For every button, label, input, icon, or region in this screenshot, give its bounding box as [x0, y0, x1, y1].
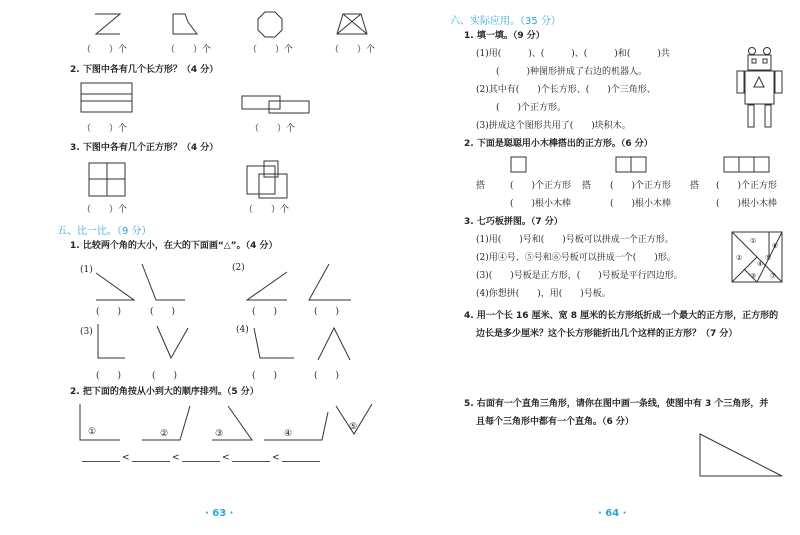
r-q3-line1: (1)用( )号和( )号板可以拼成一个正方形。: [476, 235, 674, 245]
lt-sign-1: <: [122, 453, 130, 463]
sq-dap-2: 搭: [582, 181, 592, 191]
angle-2a: [245, 270, 291, 304]
compare-blank-1b: ( ): [150, 307, 176, 317]
right-triangle-figure: [696, 430, 786, 480]
section-6-heading: 六、实际应用。（35 分）: [450, 16, 561, 27]
q3-blank-1: （ ）个: [82, 205, 128, 215]
q2-title: 2. 下图中各有几个长方形？（4 分）: [70, 65, 219, 75]
r-q4-line2: 边长是多少厘米？这个长方形能折出几个这样的正方形？（7 分）: [476, 329, 738, 339]
order-angles: [76, 402, 376, 444]
lt-sign-3: <: [222, 453, 230, 463]
compare-blank-4b: ( ): [314, 371, 340, 381]
rectangle-figure-1: [80, 82, 134, 114]
r-q1-line3: (3)拼成这个图形共用了( )块积木。: [476, 121, 631, 131]
compare-label-3: (3): [80, 327, 93, 337]
tangram-label-7: ⑦: [770, 272, 777, 280]
z-line-shape: [93, 12, 123, 36]
r-q3-line2: (2)用④号、⑤号和⑥号板可以拼成一个( )形。: [476, 253, 676, 263]
tangram-label-6: ⑥: [772, 242, 779, 250]
r-q5-line1: 5. 右面有一个直角三角形，请你在图中画一条线，使图中有 3 个三角形，并: [464, 399, 769, 409]
compare-blank-2a: ( ): [252, 307, 278, 317]
stick-squares-3: [723, 156, 773, 176]
sq-count-1: ( )个正方形: [510, 181, 572, 191]
r-q1-line1b: ( )种图形拼成了右边的机器人。: [496, 67, 648, 77]
stick-count-3: ( )根小木棒: [716, 199, 778, 209]
stick-squares-2: [615, 156, 649, 176]
section-5-heading: 五、比一比。（9 分）: [57, 226, 152, 237]
sq-dap-3: 搭: [690, 181, 700, 191]
tangram-label-1: ①: [750, 237, 757, 245]
r-q1-line2b: ( )个正方形。: [496, 103, 567, 113]
compare-blank-4a: ( ): [252, 371, 278, 381]
compare-title: 1. 比较两个角的大小，在大的下面画“△”。（4 分）: [70, 241, 278, 251]
r-q3-title: 3. 七巧板拼图。（7 分）: [464, 217, 563, 227]
r-q3-line3: (3)( )号板是正方形，( )号板是平行四边形。: [476, 271, 683, 281]
compare-label-2: (2): [232, 263, 245, 273]
angle-1a: [94, 270, 138, 304]
shape-count-blank-2: （ ）个: [166, 45, 212, 55]
q2-blank-1: （ ）个: [82, 124, 128, 134]
order-answer-line-2[interactable]: [132, 461, 170, 462]
tangram-label-2: ②: [736, 254, 743, 262]
r-q1-line1a: (1)用( )、( )、( )和( )共: [476, 49, 670, 59]
compare-label-1: (1): [80, 265, 93, 275]
q3-blank-2: （ ）个: [244, 205, 290, 215]
stick-count-2: ( )根小木棒: [610, 199, 672, 209]
compare-blank-1a: ( ): [96, 307, 122, 317]
compare-blank-2b: ( ): [314, 307, 340, 317]
angle-4a: [250, 326, 296, 362]
angle-3b: [155, 324, 191, 362]
order-angle-label-1: ①: [88, 427, 97, 437]
right-page: [400, 0, 800, 535]
square-figure-1: [88, 162, 128, 198]
shape-count-blank-1: （ ）个: [82, 45, 128, 55]
lt-sign-2: <: [172, 453, 180, 463]
shape-count-blank-4: （ ）个: [330, 45, 376, 55]
sq-dap-1: 搭: [476, 181, 486, 191]
tangram-label-5: ⑤: [765, 254, 772, 262]
r-q4-line1: 4. 用一个长 16 厘米、宽 8 厘米的长方形纸折成一个最大的正方形，正方形的: [464, 311, 779, 321]
compare-blank-3b: ( ): [152, 371, 178, 381]
order-angle-label-4: ④: [284, 429, 293, 439]
r-q1-title: 1. 填一填。（9 分）: [464, 31, 545, 41]
lt-sign-4: <: [272, 453, 280, 463]
stick-count-1: ( )根小木棒: [510, 199, 572, 209]
sq-count-3: ( )个正方形: [716, 181, 778, 191]
order-answer-line-4[interactable]: [232, 461, 270, 462]
order-title: 2. 把下面的角按从小到大的顺序排列。（5 分）: [70, 387, 259, 397]
compare-label-4: (4): [236, 325, 249, 335]
angle-1b: [140, 262, 188, 304]
angle-3a: [95, 322, 129, 362]
r-q2-title: 2. 下面是聪聪用小木棒搭出的正方形。（6 分）: [464, 139, 653, 149]
order-angle-label-5: ⑤: [349, 422, 358, 432]
tangram-label-3: ③: [750, 272, 757, 280]
r-q3-line4: (4)你想拼( )，用( )号板。: [476, 289, 611, 299]
r-q5-line2: 且每个三角形中都有一个直角。（6 分）: [476, 417, 634, 427]
square-figure-2: [246, 160, 292, 202]
notched-shape: [170, 12, 200, 36]
order-answer-line-5[interactable]: [282, 461, 320, 462]
compare-blank-3a: ( ): [96, 371, 122, 381]
order-angle-label-3: ③: [215, 429, 224, 439]
page-number-64: · 64 ·: [598, 508, 627, 519]
angle-4b: [316, 326, 352, 362]
r-q1-line2a: (2)其中有( )个长方形、( )个三角形、: [476, 85, 656, 95]
page-number-63: · 63 ·: [205, 508, 234, 519]
trapezoid-x-shape: [335, 12, 369, 36]
order-answer-line-1[interactable]: [82, 461, 120, 462]
stick-squares-1: [510, 156, 530, 176]
rectangle-figure-2: [241, 94, 313, 116]
octagon-shape: [255, 10, 285, 40]
order-angle-label-2: ②: [160, 429, 169, 439]
shape-count-blank-3: （ ）个: [248, 45, 294, 55]
order-answer-line-3[interactable]: [182, 461, 220, 462]
robot-figure: [735, 44, 785, 136]
q2-blank-2: （ ）个: [250, 124, 296, 134]
angle-2b: [305, 262, 353, 304]
tangram-label-4: ④: [757, 260, 764, 268]
q3-title: 3. 下图中各有几个正方形？（4 分）: [70, 143, 219, 153]
sq-count-2: ( )个正方形: [610, 181, 672, 191]
